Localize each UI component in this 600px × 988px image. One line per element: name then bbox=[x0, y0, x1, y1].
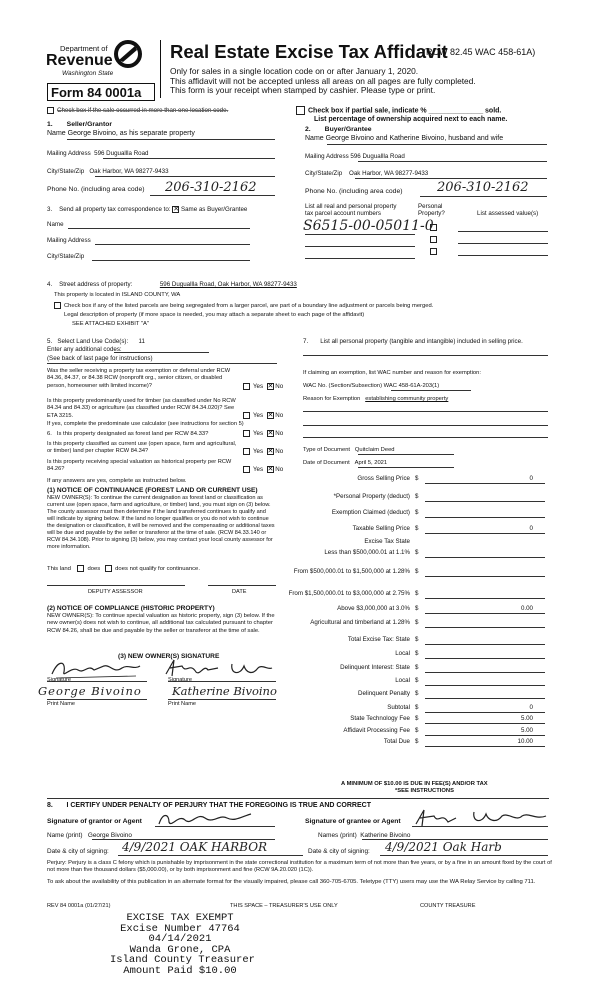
tax-row-value[interactable]: 5.00 bbox=[520, 715, 533, 722]
section3-num: 3. bbox=[47, 206, 53, 214]
q1-yes-checkbox[interactable] bbox=[243, 383, 250, 390]
doc-type-label: Type of Document bbox=[303, 447, 351, 453]
tax-row-label: Taxable Selling Price bbox=[352, 525, 410, 532]
same-as-buyer-checkbox[interactable] bbox=[172, 206, 179, 213]
tax-row-label: Subtotal bbox=[387, 704, 410, 711]
buyer-name-row bbox=[305, 135, 503, 142]
tax-row-currency: $ bbox=[415, 650, 419, 657]
print-name-2-value[interactable]: Katherine Bivoino bbox=[172, 684, 277, 698]
stamp-line-1: EXCISE TAX EXEMPT bbox=[126, 912, 234, 924]
tax-row-value[interactable]: 0.00 bbox=[520, 605, 533, 612]
tax-row-line bbox=[425, 658, 545, 659]
tax-row-currency: $ bbox=[415, 605, 419, 612]
tax-row-currency: $ bbox=[415, 590, 419, 597]
notice-continuance-title: (1) NOTICE OF CONTINUANCE (FOREST LAND OR CURRENT USE) bbox=[47, 487, 258, 494]
tax-row-line bbox=[425, 533, 545, 534]
q3-yes-label: Yes bbox=[253, 430, 264, 438]
tax-row-line bbox=[425, 685, 545, 686]
grantor-date-value[interactable]: 4/9/2021 OAK HARBOR bbox=[122, 840, 268, 854]
stamp-line-2: Excise Number 47764 bbox=[120, 922, 240, 935]
section6-num: 6. bbox=[47, 431, 52, 437]
section5-divider bbox=[47, 363, 277, 364]
doc-date-row bbox=[303, 460, 387, 466]
partial-sale-checkbox[interactable] bbox=[296, 106, 305, 115]
parcel-label-1: List all real and personal property bbox=[305, 203, 397, 210]
deputy-date-label: DATE bbox=[232, 589, 247, 595]
grantee-sig-label: Signature of grantee or Agent bbox=[305, 818, 401, 825]
exhibit-text[interactable]: SEE ATTACHED EXHIBIT "A" bbox=[72, 321, 149, 327]
wac-row bbox=[303, 383, 439, 389]
corr-city-line bbox=[92, 260, 250, 261]
q4-no-label: No bbox=[275, 448, 284, 456]
note-2: This affidavit will not be accepted unless all areas on all pages are fully completed. bbox=[170, 75, 476, 86]
tax-row-label: From $500,000.01 to $1,500,000 at 1.28% bbox=[293, 568, 410, 575]
q2-no-checkbox[interactable] bbox=[267, 412, 274, 419]
grantee-name-row bbox=[318, 832, 410, 839]
section3-row bbox=[47, 206, 247, 213]
parcel-number-value[interactable]: S6515-00-05011-0 bbox=[303, 218, 434, 234]
this-land-row bbox=[47, 565, 200, 572]
personal-property-text: List all personal property (tangible and intangible) included in selling price. bbox=[320, 338, 523, 345]
buyer-address-row bbox=[305, 153, 405, 160]
q4-yes-no bbox=[243, 448, 283, 455]
revenue-logo-text: Revenue bbox=[46, 52, 113, 69]
section5-num: 5. bbox=[47, 338, 53, 345]
tax-row-label: Total Excise Tax: State bbox=[347, 636, 410, 643]
q3-yes-no bbox=[243, 430, 283, 437]
tax-row-label: State Technology Fee bbox=[350, 715, 410, 722]
q5-yes-no bbox=[243, 466, 283, 473]
section7-num: 7. bbox=[303, 338, 309, 345]
grantee-date-label: Date & city of signing: bbox=[308, 848, 370, 855]
minimum-due-text: A MINIMUM OF $10.00 IS DUE IN FEE(S) AND/OR TAX bbox=[341, 781, 488, 787]
form-title: Real Estate Excise Tax Affidavit bbox=[170, 41, 448, 62]
parcel-line-2 bbox=[305, 246, 415, 247]
does-not-label: does not qualify for continuance. bbox=[115, 566, 200, 573]
tax-row-line bbox=[425, 613, 545, 614]
q5-yes-label: Yes bbox=[253, 466, 264, 474]
seller-phone-label: Phone No. (including area code) bbox=[47, 186, 145, 193]
historic-question: Is this property receiving special valuation as historical property per RCW 84.26? bbox=[47, 459, 232, 473]
tax-row-line bbox=[425, 746, 545, 747]
personal-checkbox-3[interactable] bbox=[430, 248, 437, 255]
tax-row-line bbox=[425, 735, 545, 736]
section7-row bbox=[303, 338, 523, 345]
see-back-label: (See back of last page for instructions) bbox=[47, 355, 153, 362]
q2-yes-no bbox=[243, 412, 283, 419]
s7-line-2 bbox=[303, 411, 548, 412]
personal-checkbox-1[interactable] bbox=[430, 224, 437, 231]
doc-type-row bbox=[303, 447, 395, 453]
personal-label-1: Personal bbox=[418, 203, 443, 210]
land-use-row bbox=[47, 338, 145, 345]
corr-name-label: Name bbox=[47, 221, 64, 228]
tax-row-label: Delinquent Penalty bbox=[358, 690, 410, 697]
predominate-use-note: If yes, complete the predominate use calculator (see instructions for section 5) bbox=[47, 421, 244, 427]
forest-row bbox=[47, 431, 208, 437]
parcel-label bbox=[305, 203, 397, 217]
seller-city-line bbox=[95, 176, 275, 177]
personal-label-2: Property? bbox=[418, 210, 445, 217]
grantor-name-row bbox=[47, 832, 132, 839]
segregated-label: Check box if any of the listed parcels are being segregated from a larger parcel, are part of a boundary line adjustment or parcels being merged. bbox=[64, 303, 434, 310]
tax-row-line bbox=[425, 698, 545, 699]
notice-compliance-title: (2) NOTICE OF COMPLIANCE (HISTORIC PROPERTY) bbox=[47, 605, 215, 612]
tax-row-currency: $ bbox=[415, 677, 419, 684]
seller-address-label: Mailing Address bbox=[47, 150, 91, 157]
corr-address-label: Mailing Address bbox=[47, 237, 91, 244]
multi-location-check[interactable] bbox=[47, 107, 228, 114]
section4-row bbox=[47, 281, 297, 288]
tax-row-line bbox=[425, 723, 545, 724]
deputy-line bbox=[47, 585, 185, 586]
grantee-name-label: Names (print) bbox=[318, 832, 357, 839]
grantor-sig-label: Signature of grantor or Agent bbox=[47, 818, 142, 825]
form-number: Form 84 0001a bbox=[47, 83, 155, 101]
signature-label-1: Signature bbox=[47, 677, 71, 683]
doc-date-label: Date of Document bbox=[303, 460, 350, 466]
seller-section-num: 1. bbox=[47, 121, 53, 128]
tax-row-label: Local bbox=[395, 650, 410, 657]
stamp-line-6: Amount Paid $10.00 bbox=[123, 964, 237, 977]
wac-label: WAC No. (Section/Subsection) bbox=[303, 383, 383, 389]
s7-line-1 bbox=[303, 355, 548, 356]
buyer-city-label: City/State/Zip bbox=[305, 170, 343, 177]
partial-sale-label: Check box if partial sale, indicate % ______________ sold. bbox=[308, 107, 502, 115]
notice-continuance-text: NEW OWNER(S): To continue the current designation as forest land or classification as current use (open space, farm and agriculture, or timber) land, you must sign on (3) below. The county assessor must then determine if the land transferred continues to qualify and will indicate by signing below. If the land no longer qualifies or you do not wish to continue the designation or classification, it will be removed and the compensating or additional taxes will be due and payable by the seller or transferor at the time of sale. (RCW 84.33.140 or RCW 84.34.108). Prior to signing (3) below, you may contact your local county assessor for more information. bbox=[47, 495, 275, 550]
seller-heading-text: Seller/Grantor bbox=[66, 121, 112, 128]
buyer-address-label: Mailing Address bbox=[305, 153, 349, 160]
buyer-section-num: 2. bbox=[305, 126, 311, 133]
tax-row-currency: $ bbox=[415, 619, 419, 626]
buyer-phone-label: Phone No. (including area code) bbox=[305, 188, 403, 195]
does-checkbox[interactable] bbox=[77, 565, 84, 572]
tax-row-currency: $ bbox=[415, 475, 419, 482]
header-divider bbox=[160, 40, 161, 98]
tax-row-value[interactable]: 0 bbox=[529, 475, 533, 482]
print-name-label-2: Print Name bbox=[168, 701, 196, 707]
county-treasure-label: COUNTY TREASURE bbox=[420, 903, 476, 909]
additional-codes-label: Enter any additional codes: bbox=[47, 346, 122, 353]
stamp-line-4: Wanda Grone, CPA bbox=[129, 943, 231, 956]
reason-value[interactable]: establishing community property bbox=[365, 396, 449, 402]
tax-row-line bbox=[425, 598, 545, 599]
stamp-line-5: Island County Treasurer bbox=[110, 954, 255, 966]
q1-yes-no bbox=[243, 383, 283, 390]
additional-codes-line bbox=[114, 352, 209, 353]
grantor-date-label: Date & city of signing: bbox=[47, 848, 109, 855]
tax-row-label: Above $3,000,000 at 3.0% bbox=[337, 605, 410, 612]
seller-address-value[interactable]: 596 Duguallla Road bbox=[94, 150, 149, 157]
q3-yes-checkbox[interactable] bbox=[243, 430, 250, 437]
segregated-row[interactable] bbox=[54, 302, 433, 309]
does-label: does bbox=[87, 566, 101, 573]
seller-heading bbox=[47, 121, 112, 128]
new-owner-signature-heading: (3) NEW OWNER(S) SIGNATURE bbox=[118, 653, 220, 660]
corr-name-line bbox=[68, 228, 250, 229]
parcel-label-2: tax parcel account numbers bbox=[305, 210, 382, 217]
doc-type-value[interactable]: Quitclaim Deed bbox=[354, 447, 395, 453]
s7-line-3 bbox=[303, 425, 548, 426]
tax-row-line bbox=[425, 501, 545, 502]
seller-name-row bbox=[47, 130, 195, 137]
tax-row-currency: $ bbox=[415, 525, 419, 532]
seller-name-value[interactable]: George Bivoino, as his separate property bbox=[67, 130, 195, 137]
treasurer-stamp bbox=[110, 912, 255, 977]
grantee-sig-line bbox=[412, 826, 548, 827]
print-name-1-line bbox=[47, 699, 147, 700]
assessed-line-3 bbox=[458, 255, 548, 256]
perjury-text: Perjury: Perjury is a class C felony which is punishable by imprisonment in the state correctional institution for a maximum term of not more than five years, or by a fine in an amount fixed by the court of not more than five thousand dollars ($5,000.00), or by both imprisonment and fine (RCW 9A.20.020 (1C)). bbox=[47, 860, 552, 873]
partial-sale-sub: List percentage of ownership acquired next to each name. bbox=[314, 116, 508, 123]
s7-line-4 bbox=[303, 437, 548, 438]
tax-row-label: Affidavit Processing Fee bbox=[343, 727, 410, 734]
buyer-city-row bbox=[305, 170, 428, 177]
this-land-label: This land bbox=[47, 566, 71, 573]
grantee-date-line bbox=[380, 855, 548, 856]
reason-label: Reason for Exemption bbox=[303, 396, 361, 402]
q5-no-label: No bbox=[275, 466, 284, 474]
wac-value[interactable]: WAC 458-61A-203(1) bbox=[383, 383, 440, 389]
q1-no-checkbox[interactable] bbox=[267, 383, 274, 390]
grantor-sig-line bbox=[155, 826, 275, 827]
buyer-name-line bbox=[327, 144, 547, 145]
assessed-line-2 bbox=[458, 243, 548, 244]
legal-description-label: Legal description of property (if more space is needed, you may attach a separate sheet to each page of the affidavit) bbox=[64, 312, 365, 318]
tax-row-line bbox=[425, 517, 545, 518]
q5-yes-checkbox[interactable] bbox=[243, 466, 250, 473]
tax-row-line bbox=[425, 627, 545, 628]
revenue-logo-icon bbox=[113, 40, 145, 68]
note-1: Only for sales in a single location code on or after January 1, 2020. bbox=[170, 66, 419, 76]
dept-of-label: Department of bbox=[60, 44, 108, 53]
tax-row-label: Gross Selling Price bbox=[357, 475, 410, 482]
section3-text: Send all property tax correspondence to: bbox=[59, 206, 171, 214]
tax-row-currency: $ bbox=[415, 715, 419, 722]
doc-type-line bbox=[358, 454, 454, 455]
q4-yes-label: Yes bbox=[253, 448, 264, 456]
washington-state-label: Washington State bbox=[62, 70, 114, 77]
does-not-checkbox[interactable] bbox=[105, 565, 112, 572]
tax-row-line bbox=[425, 644, 545, 645]
seller-name-label: Name bbox=[47, 130, 66, 137]
note-3: This form is your receipt when stamped by cashier. Please type or print. bbox=[170, 85, 436, 96]
multi-location-label: Check box if the sale occurred in more than one location code. bbox=[57, 107, 229, 115]
multi-location-checkbox[interactable] bbox=[47, 107, 54, 114]
parcel-line-1 bbox=[305, 234, 415, 235]
notice-compliance-text: NEW OWNER(S): To continue special valuation as historic property, sign (3) below. If the new owner(s) does not wish to continue, all additional tax calculated pursuant to chapter RCW 84.26, shall be due and payable by the seller or transferor at the time of sale. bbox=[47, 613, 275, 634]
tax-row-currency: $ bbox=[415, 509, 419, 516]
q2-yes-checkbox[interactable] bbox=[243, 412, 250, 419]
tax-row-currency: $ bbox=[415, 549, 419, 556]
tax-row-currency: $ bbox=[415, 690, 419, 697]
grantee-signature[interactable] bbox=[412, 806, 552, 828]
tax-row-value[interactable]: 0 bbox=[529, 704, 533, 711]
buyer-city-value[interactable]: Oak Harbor, WA 98277-9433 bbox=[349, 170, 429, 177]
grantor-date-line bbox=[118, 855, 303, 856]
partial-sale-check[interactable] bbox=[296, 106, 501, 115]
tax-row-currency: $ bbox=[415, 738, 419, 745]
tax-row-label: Agricultural and timberland at 1.28% bbox=[310, 619, 410, 626]
personal-property-label bbox=[418, 203, 445, 217]
form-rcw: (RCW 82.45 WAC 458-61A) bbox=[423, 47, 536, 57]
tax-row-label: From $1,500,000.01 to $3,000,000 at 2.75% bbox=[288, 590, 410, 597]
forest-question: Is this property designated as forest land per RCW 84.33? bbox=[56, 431, 209, 437]
if-any-yes-text: If any answers are yes, complete as instructed below. bbox=[47, 478, 187, 484]
seller-phone-line bbox=[150, 195, 275, 196]
grantor-name-label: Name (print) bbox=[47, 832, 83, 839]
timber-question: Is this property predominantly used for timber (as classified under No RCW 84.34 and 84.33) or agriculture (as classified under RCW 84.34.020)? See ETA 3215. bbox=[47, 398, 236, 419]
personal-checkbox-2[interactable] bbox=[430, 236, 437, 243]
q3-no-checkbox[interactable] bbox=[267, 430, 274, 437]
buyer-name-value[interactable]: George Bivoino and Katherine Bivoino, husband and wife bbox=[325, 135, 504, 142]
tax-row-value[interactable]: 5.00 bbox=[520, 727, 533, 734]
tax-row-line bbox=[425, 483, 545, 484]
tax-row-line bbox=[425, 576, 545, 577]
availability-text: To ask about the availability of this publication in an alternate format for the visually impaired, please call 360-705-6705. Teletype (TTY) users may use the WA Relay Service by calling 711. bbox=[47, 879, 536, 885]
certify-text: I CERTIFY UNDER PENALTY OF PERJURY THAT THE FOREGOING IS TRUE AND CORRECT bbox=[66, 802, 371, 809]
q1-yes-label: Yes bbox=[253, 383, 264, 391]
corr-address-line bbox=[95, 244, 250, 245]
tax-row-line bbox=[425, 557, 545, 558]
deputy-date-line bbox=[208, 585, 276, 586]
assessed-label: List assessed value(s) bbox=[477, 210, 539, 217]
exemption-claim-text: If claiming an exemption, list WAC number and reason for exemption: bbox=[303, 370, 481, 376]
q3-no-label: No bbox=[275, 430, 284, 438]
print-name-2-line bbox=[168, 699, 276, 700]
corr-city-label: City/State/Zip bbox=[47, 253, 85, 260]
street-address-label: Street address of property: bbox=[59, 281, 133, 288]
buyer-heading bbox=[305, 126, 372, 133]
q5-no-checkbox[interactable] bbox=[267, 466, 274, 473]
tax-row-label: Delinquent Interest: State bbox=[340, 664, 410, 671]
wac-line bbox=[391, 390, 471, 391]
buyer-address-value[interactable]: 596 Duguallla Road bbox=[350, 153, 405, 160]
doc-date-line bbox=[358, 467, 454, 468]
header-notes bbox=[170, 67, 476, 96]
parcel-line-3 bbox=[305, 258, 415, 259]
seller-address-line bbox=[103, 158, 275, 159]
tax-row-line bbox=[425, 712, 545, 713]
treasurer-space-label: THIS SPACE – TREASURER'S USE ONLY bbox=[230, 903, 338, 909]
buyer-phone-value[interactable]: 206-310-2162 bbox=[437, 180, 529, 195]
tax-row-label: Total Due bbox=[383, 738, 410, 745]
tax-row-label: Exemption Claimed (deduct) bbox=[331, 509, 410, 516]
seller-city-row bbox=[47, 168, 169, 175]
q4-no-checkbox[interactable] bbox=[267, 448, 274, 455]
print-name-1-value[interactable]: George Bivoino bbox=[38, 684, 142, 698]
grantor-name-value[interactable]: George Bivoino bbox=[87, 832, 132, 839]
tax-row-currency: $ bbox=[415, 704, 419, 711]
buyer-city-line bbox=[355, 178, 547, 179]
buyer-heading-text: Buyer/Grantee bbox=[324, 126, 372, 133]
tax-row-currency: $ bbox=[415, 636, 419, 643]
seller-phone-value[interactable]: 206-310-2162 bbox=[165, 180, 257, 195]
tax-row-currency: $ bbox=[415, 493, 419, 500]
grantee-name-value[interactable]: Katherine Bivoino bbox=[360, 832, 411, 839]
segregated-checkbox[interactable] bbox=[54, 302, 61, 309]
deputy-assessor-label: DEPUTY ASSESSOR bbox=[88, 589, 143, 595]
land-use-label: Select Land Use Code(s): bbox=[57, 338, 129, 345]
current-use-question: Is this property classified as current use (open space, farm and agricultural, or timber) land per chapter RCW 84.34? bbox=[47, 441, 237, 455]
doc-date-value[interactable]: April 5, 2021 bbox=[354, 460, 388, 466]
see-instructions-text: *SEE INSTRUCTIONS bbox=[395, 788, 454, 794]
seller-name-line bbox=[67, 139, 275, 140]
stamp-line-3: 04/14/2021 bbox=[148, 933, 212, 945]
tax-row-currency: $ bbox=[415, 568, 419, 575]
q2-yes-label: Yes bbox=[253, 412, 264, 420]
buyer-name-label: Name bbox=[305, 135, 324, 142]
exemption-question: Was the seller receiving a property tax exemption or deferral under RCW 84.36, 84.37, or 84.38 RCW (nonprofit org., senior citizen, or disabled person, homeowner with limited income)? bbox=[47, 368, 231, 389]
tax-row-currency: $ bbox=[415, 727, 419, 734]
tax-row-value[interactable]: 10.00 bbox=[517, 738, 533, 745]
tax-row-label: Excise Tax State bbox=[364, 538, 410, 545]
section8-num: 8. bbox=[47, 802, 53, 809]
tax-row-label: Less than $500,000.01 at 1.1% bbox=[324, 549, 410, 556]
county-text: This property is located in ISLAND COUNTY, WA bbox=[54, 292, 181, 298]
q4-yes-checkbox[interactable] bbox=[243, 448, 250, 455]
buyer-address-line bbox=[358, 161, 547, 162]
revision-label: REV 84 0001a (01/27/21) bbox=[47, 903, 111, 909]
tax-row-currency: $ bbox=[415, 664, 419, 671]
signature-label-2: Signature bbox=[168, 677, 192, 683]
street-address-value[interactable]: 596 Duguallla Road, Oak Harbor, WA 98277-9433 bbox=[159, 281, 297, 288]
same-as-buyer-label: Same as Buyer/Grantee bbox=[180, 206, 248, 214]
assessed-line-1 bbox=[458, 231, 548, 232]
print-name-label-1: Print Name bbox=[47, 701, 75, 707]
reason-row bbox=[303, 396, 448, 402]
tax-row-line bbox=[425, 672, 545, 673]
tax-row-label: Local bbox=[395, 677, 410, 684]
tax-row-label: *Personal Property (deduct) bbox=[333, 493, 410, 500]
buyer-phone-line bbox=[420, 196, 547, 197]
q2-no-label: No bbox=[275, 412, 284, 420]
q1-no-label: No bbox=[275, 383, 284, 391]
section4-num: 4. bbox=[47, 281, 53, 288]
seller-city-label: City/State/Zip bbox=[47, 168, 85, 175]
seller-address-row bbox=[47, 150, 149, 157]
section8-top-line bbox=[47, 798, 549, 799]
seller-city-value[interactable]: Oak Harbor, WA 98277-9433 bbox=[89, 168, 169, 175]
land-use-code[interactable]: 11 bbox=[138, 338, 145, 345]
grantee-date-value[interactable]: 4/9/2021 Oak Harb bbox=[385, 840, 502, 854]
tax-row-value[interactable]: 0 bbox=[529, 525, 533, 532]
